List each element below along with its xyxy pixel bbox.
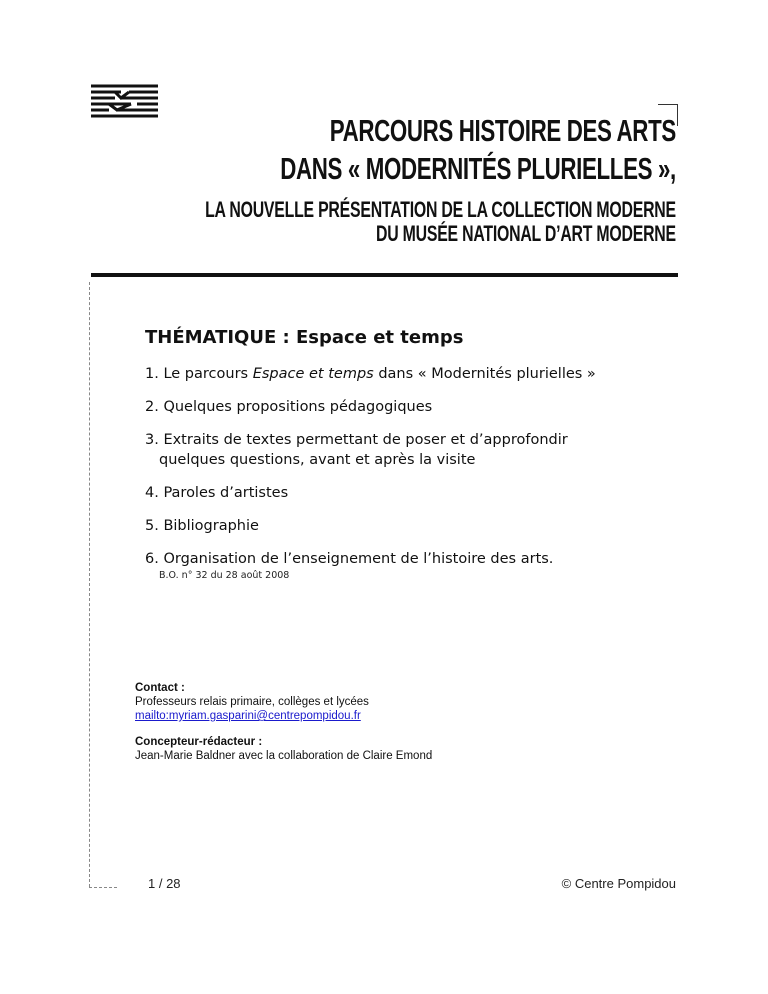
toc-item-1-emph: Espace et temps [252, 366, 374, 382]
left-dashed-border [89, 282, 90, 887]
subtitle-line-2: DU MUSÉE NATIONAL D’ART MODERNE [376, 221, 676, 246]
title-line-2: DANS « MODERNITÉS PLURIELLES », [280, 151, 676, 186]
contact-email-link[interactable]: mailto:myriam.gasparini@centrepompidou.fr [135, 710, 361, 722]
toc-item-1-prefix: 1. Le parcours [145, 366, 253, 382]
toc-item-6: 6. Organisation de l’enseignement de l’histoire des arts. [145, 551, 554, 567]
subtitle-line-1: LA NOUVELLE PRÉSENTATION DE LA COLLECTION MODERNE [205, 197, 676, 222]
contact-text: Professeurs relais primaire, collèges et lycées [135, 696, 369, 708]
toc-item-1 [145, 364, 685, 384]
toc-item-3 [145, 430, 685, 470]
toc-item-3-line1: 3. Extraits de textes permettant de poser et d’approfondir [145, 432, 568, 448]
table-of-contents [145, 327, 685, 581]
contact-block [135, 681, 432, 763]
thematic-heading: THÉMATIQUE : Espace et temps [145, 327, 464, 348]
toc-item-5: 5. Bibliographie [145, 518, 259, 534]
bottom-dashed-border [89, 887, 117, 888]
document-title-block [22, 112, 676, 246]
toc-item-3-line2: quelques questions, avant et après la visite [159, 452, 476, 468]
copyright: © Centre Pompidou [561, 876, 676, 891]
toc-item-2: 2. Quelques propositions pédagogiques [145, 399, 433, 415]
title-line-1: PARCOURS HISTOIRE DES ARTS [329, 113, 676, 148]
author-text: Jean-Marie Baldner avec la collaboration de Claire Emond [135, 750, 433, 762]
author-label: Concepteur-rédacteur : [135, 736, 263, 748]
toc-item-6-note: B.O. n° 32 du 28 août 2008 [159, 570, 290, 581]
contact-label: Contact : [135, 682, 185, 694]
toc-item-4: 4. Paroles d’artistes [145, 485, 289, 501]
page-number: 1 / 28 [148, 876, 181, 891]
header-rule [91, 273, 678, 277]
toc-item-1-suffix: dans « Modernités plurielles » [373, 366, 596, 382]
